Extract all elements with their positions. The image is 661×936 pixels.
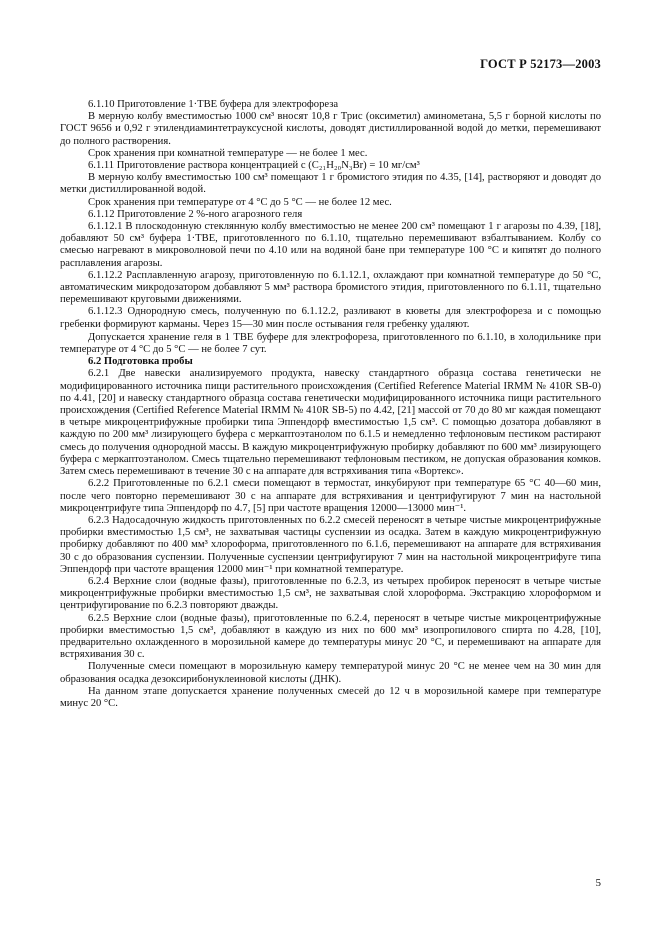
paragraph: 6.1.12.2 Расплавленную агарозу, приготовленную по 6.1.12.1, охлаждают при комнатной температуре до 50 °С, автоматическим микродозатором добавляют 5 мм³ раствора бромистого этидия, приготовленного по 6.1.11, тщательно перемешивают круговыми движениями. bbox=[60, 269, 601, 306]
paragraph: 6.2.2 Приготовленные по 6.2.1 смеси помещают в термостат, инкубируют при температуре 65 °С 40—60 мин, после чего повторно перемешивают 30 с на аппарате для встряхивания и центрифугируют 7 мин на настольной микроцентрифуге типа Эппендорф по 4.7, [5] при частоте вращения 12000—13000 мин⁻¹. bbox=[60, 478, 601, 514]
page-number: 5 bbox=[595, 877, 601, 889]
paragraph: В мерную колбу вместимостью 100 см³ помещают 1 г бромистого этидия по 4.35, [14], растворяют и доводят до метки дистиллированной водой. bbox=[60, 172, 601, 196]
paragraph: 6.2.1 Две навески анализируемого продукта, навеску стандартного образца состава генетически не модифицированного источника пищи растительного происхождения (Certified Reference Material IRMM № 410R SB-0) по 4.41, [20] и навеску стандартного образца состава генетически модифицированного источника пищи растительного происхождения (Certified Reference Material IRMM № 410R SB-5) по 4.42, [21] массой от 70 до 80 мг каждая помещают в четыре микроцентрифужные пробирки типа Эппендорф вместимостью 1,5 см³. С помощью дозатора добавляют в каждую по 200 мм³ лизирующего буфера с меркаптоэтанолом по 6.1.5 и немедленно тефлоновым пестиком растирают смесь до получения однородной массы. В каждую микроцентрифужную пробирку добавляют по 600 мм³ лизирующего буфера с меркаптоэтанолом. Смесь тщательно перемешивают тефлоновым пестиком, не допуская образования комков. Затем смесь перемешивают в течение 30 с на аппарате для встряхивания типа «Вортекс». bbox=[60, 368, 601, 478]
section-heading-6-1-12: 6.1.12 Приготовление 2 %-ного агарозного геля bbox=[88, 208, 303, 220]
paragraph: 6.2.5 Верхние слои (водные фазы), приготовленные по 6.2.4, переносят в четыре чистые микроцентрифужные пробирки вместимостью 1,5 см³, добавляют в каждую из них по 600 мм³ изопропилового спирта по 4.28, [10], предварительно охлажденного в морозильной камере до температуры минус 20 °С, и перемешивают на аппарате для встряхивания 30 с. bbox=[60, 612, 601, 661]
paragraph: 6.2.4 Верхние слои (водные фазы), приготовленные по 6.2.3, из четырех пробирок переносят в четыре чистые микроцентрифужные пробирки вместимостью 1,5 см³, не захватывая слой хлороформа. Экстракцию хлороформом и центрифугирование по 6.2.3 повторяют дважды. bbox=[60, 575, 601, 612]
paragraph: 6.1.12.3 Однородную смесь, полученную по 6.1.12.2, разливают в кюветы для электрофореза и с помощью гребенки формируют карманы. Через 15—30 мин после остывания геля гребенку удаляют. bbox=[60, 306, 601, 330]
standard-header: ГОСТ Р 52173—2003 bbox=[480, 57, 601, 71]
paragraph: 6.2.3 Надосадочную жидкость приготовленных по 6.2.2 смесей переносят в четыре чистые микроцентрифужные пробирки вместимостью 1,5 см³, не захватывая частицы суспензии из осадка. Затем в каждую микроцентрифужную пробирку добавляют по 400 мм³ хлороформа, приготовленного по 6.1.6, перемешивают на аппарате для встряхивания 30 с до образования суспензии. Полученные суспензии центрифугируют 7 мин на настольной микроцентрифуге типа Эппендорф при частоте вращения 12000 мин⁻¹ при комнатной температуре. bbox=[60, 514, 601, 575]
paragraph: Допускается хранение геля в 1 ТВЕ буфере для электрофореза, приготовленного по 6.1.10, в холодильнике при температуре от 4 °С до 5 °С — не более 7 сут. bbox=[60, 331, 601, 356]
paragraph: Срок хранения при температуре от 4 °С до 5 °С — не более 12 мес. bbox=[88, 196, 392, 208]
paragraph: Полученные смеси помещают в морозильную камеру температурой минус 20 °С не менее чем на 30 мин для образования осадка дезоксирибонуклеиновой кислоты (ДНК). bbox=[60, 661, 601, 685]
section-heading-6-1-11: 6.1.11 Приготовление раствора концентрацией c (C₂₁H₂₀N₃Br) = 10 мг/см³ bbox=[88, 160, 420, 172]
paragraph: 6.1.12.1 В плоскодонную стеклянную колбу вместимостью не менее 200 см³ помещают 1 г агарозы по 4.39, [18], добавляют 50 см³ буфера 1·ТВЕ, приготовленного по 6.1.10, тщательно перемешивают взбалтыванием. Колбу со смесью нагревают в микроволновой печи по 4.10 или на водяной бане при температуре 100 °С и кипятят до полного расплавления агарозы. bbox=[60, 221, 601, 269]
paragraph: В мерную колбу вместимостью 1000 см³ вносят 10,8 г Трис (оксиметил) аминометана, 5,5 г борной кислоты по ГОСТ 9656 и 0,92 г этилендиаминтетрауксусной кислоты, доводят дистиллированной водой до метки, перемешивают до полного растворения. bbox=[60, 111, 601, 147]
section-heading-6-1-10: 6.1.10 Приготовление 1·ТВЕ буфера для электрофореза bbox=[88, 99, 339, 110]
paragraph: На данном этапе допускается хранение полученных смесей до 12 ч в морозильной камере при температуре минус 20 °С. bbox=[60, 685, 601, 709]
paragraph: Срок хранения при комнатной температуре — не более 1 мес. bbox=[88, 147, 368, 159]
section-heading-6-2: 6.2 Подготовка пробы bbox=[88, 356, 193, 368]
document-body bbox=[60, 99, 601, 710]
